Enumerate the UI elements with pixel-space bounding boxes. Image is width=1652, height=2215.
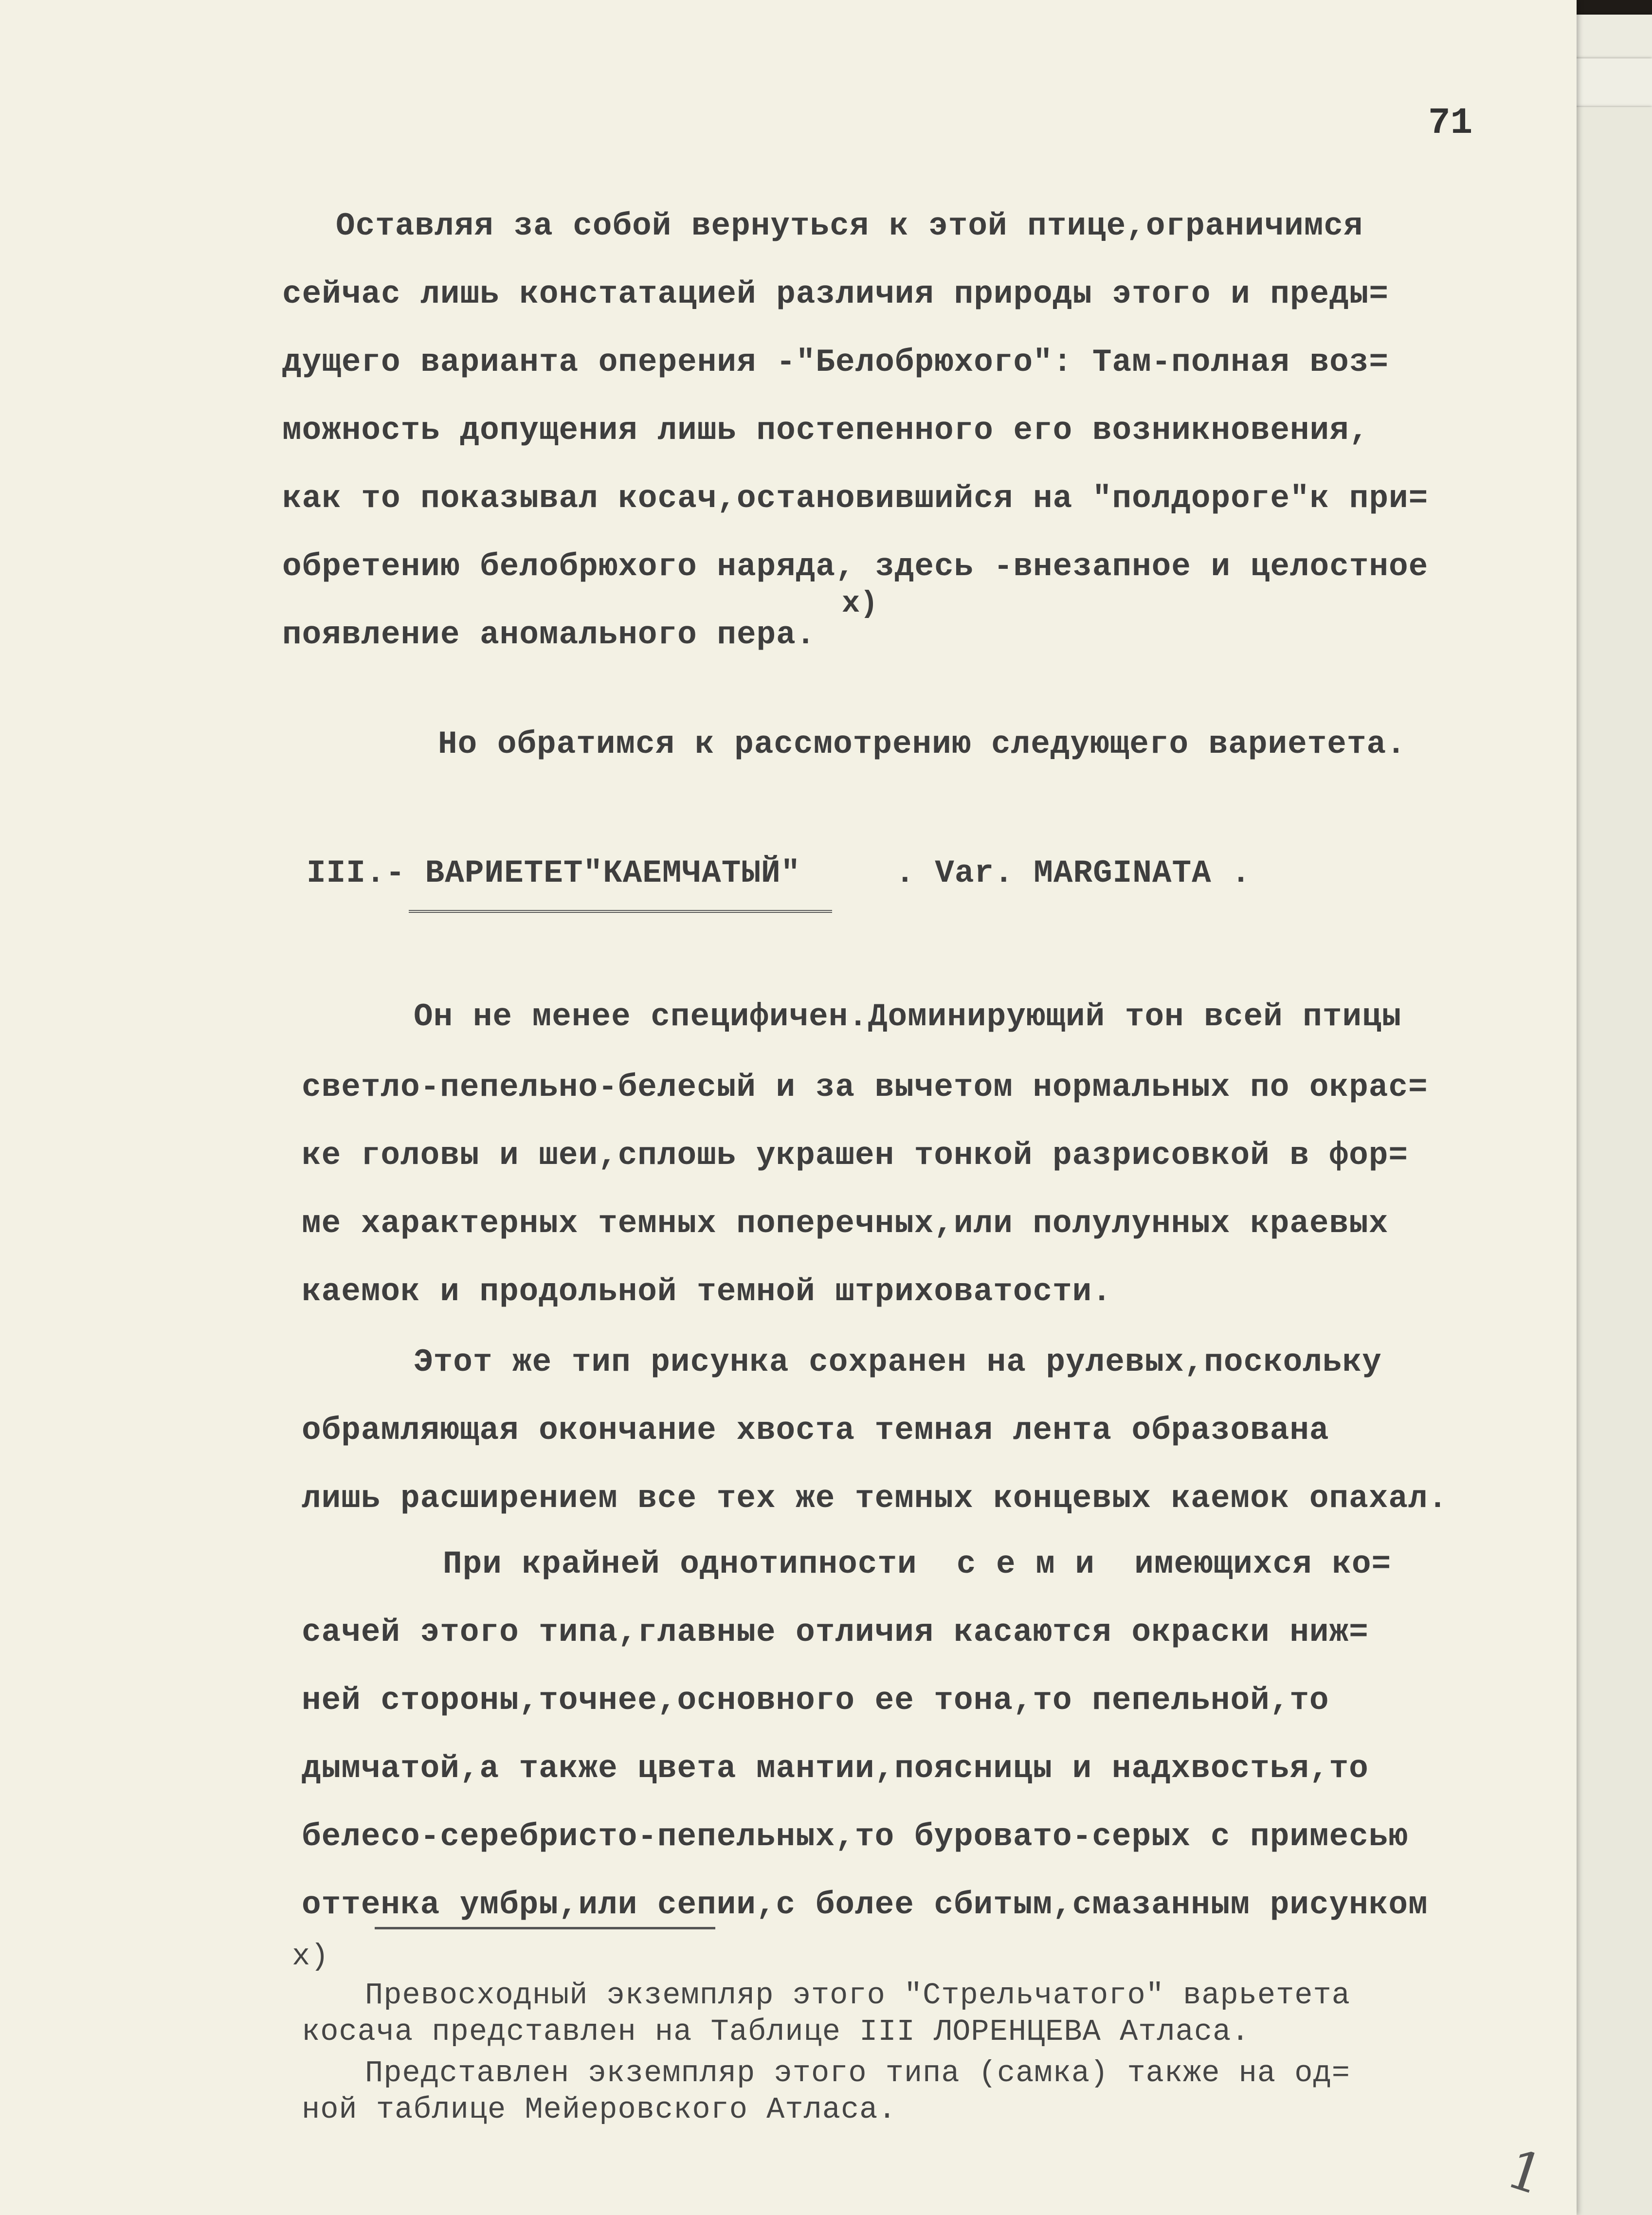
footnote-line: ной таблице Мейеровского Атласа. [302,2092,897,2127]
text-line: сачей этого типа,главные отличия касаются окраски ниж= [302,1614,1369,1651]
handwritten-mark: 1 [1499,2137,1552,2207]
text-line: белесо-серебристо-пепельных,то буровато-серых с примесью [302,1818,1408,1855]
text-line: дущего варианта оперения -"Белобрюхого": Там-полная воз= [282,344,1389,381]
paragraph-2: Но обратимся к рассмотрению следующего вариетета. [438,726,1406,763]
text-line: Оставляя за собой вернуться к этой птице,ограничимся [336,208,1363,244]
text-line: оттенка умбры,или сепии,с более сбитым,смазанным рисунком [302,1887,1428,1923]
text-line: Этот же тип рисунка сохранен на рулевых,поскольку [414,1344,1382,1380]
footnote-line: косача представлен на Таблице III ЛОРЕНЦЕВА Атласа. [302,2015,1250,2049]
text-line: как то показывал косач,остановившийся на "полдороге"к при= [282,480,1429,517]
text-line: появление аномального пера. [282,617,816,653]
text-line: каемок и продольной темной штриховатости. [302,1273,1112,1310]
footnote-line: Представлен экземпляр этого типа (самка) также на од= [365,2056,1350,2090]
footnote-marker: x) [842,586,878,621]
text-line: обретению белобрюхого наряда, здесь -внезапное и целостное [282,548,1429,585]
footnote-line: Превосходный экземпляр этого "Стрельчатого" варьетета [365,1978,1350,2013]
text-line: светло-пепельно-белесый и за вычетом нормальных по окрас= [302,1069,1428,1106]
footnote-separator [375,1927,715,1929]
text-line: дымчатой,а также цвета мантии,поясницы и надхвостья,то [302,1750,1369,1787]
text-line: При крайней однотипности с е м и имеющихся ко= [443,1546,1392,1582]
text-line: сейчас лишь констатацией различия природы этого и преды= [282,276,1389,312]
text-line: ке головы и шеи,сплошь украшен тонкой разрисовкой в фор= [302,1137,1408,1174]
heading-latin-name: . Var. MARGINATA . [895,855,1251,891]
text-line: лишь расширением все тех же темных концевых каемок опахал. [302,1480,1448,1517]
heading-underline [409,910,832,913]
heading-title: III.- ВАРИЕТЕТ"КАЕМЧАТЫЙ" [307,855,801,891]
text-line: ней стороны,точнее,основного ее тона,то пепельной,то [302,1682,1329,1719]
page-number: 71 [1428,102,1473,144]
text-line: можность допущения лишь постепенного его возникновения, [282,412,1369,449]
text-line: Он не менее специфичен.Доминирующий тон всей птицы [414,999,1402,1035]
text-line: ме характерных темных поперечных,или полулунных краевых [302,1205,1389,1242]
text-line: обрамляющая окончание хвоста темная лента образована [302,1412,1329,1449]
footnote-marker: x) [292,1939,329,1974]
